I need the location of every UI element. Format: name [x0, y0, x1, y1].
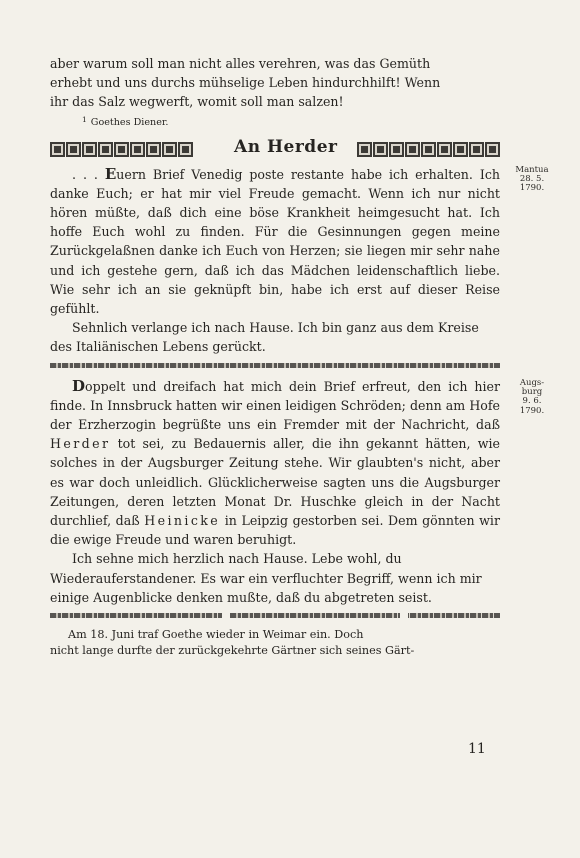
letter-augsburg-paragraph-2: Ich sehne mich herzlich nach Hause. Lebe wohl, du Wiederauferstandener. Es war ein verfluchter Begriff, wenn ich mir einige Augenblicke denken mußte, daß du abgetreten seist.	[50, 551, 482, 605]
book-page	[50, 54, 549, 659]
ornamental-divider-icon	[50, 363, 500, 369]
heading-title: An Herder	[234, 136, 338, 157]
initial-letter: D	[72, 376, 86, 395]
top-line-3: ihr das Salz wegwerft, womit soll man salzen!	[50, 94, 344, 110]
footnote-text: Goethes Diener.	[90, 116, 169, 128]
name-heinicke: Heinicke	[144, 513, 221, 529]
top-paragraph	[50, 54, 500, 112]
ornament-band-left-icon	[50, 142, 193, 157]
letter-augsburg-paragraph-1: Doppelt und dreifach hat mich dein Brief erfreut, den ich hier finde. In Innsbruck hatten wir einen leidigen Schröden; denn am Hofe der Erzherzogin begrüßte uns ein Fremder mit der Nachricht, daß Herder tot sei, zu Bedauernis aller, die ihn gekannt hätten, wie solches in der Augsburger Zeitung stehe. Wir glaubten's nicht, aber es war doch unleidlich. Glücklicherweise sagten uns die Augsburger Zeitungen, deren letzten Monat Dr. Huschke gleich in der Nacht durchlief, daß Heinicke in Leipzig gestorben sei. Dem gönnten wir die ewige Freude und waren beruhigt.	[50, 376, 500, 548]
letter-mantua-paragraph-2: Sehnlich verlange ich nach Hause. Ich bin ganz aus dem Kreise des Italiänischen Lebens gerückt.	[50, 320, 479, 355]
page-number: 11	[468, 741, 486, 757]
ornament-band-right-icon	[357, 142, 500, 157]
closing-line-1: Am 18. Juni traf Goethe wieder in Weimar ein. Doch	[68, 628, 364, 642]
closing-line-2: nicht lange durfte der zurückgekehrte Gärtner sich seines Gärt-	[50, 644, 415, 658]
top-line-1: aber warum soll man nicht alles verehren, was das Gemüth	[50, 56, 431, 71]
footnote-marker: 1	[82, 114, 87, 124]
name-herder: Herder	[50, 436, 111, 452]
letter-mantua	[50, 164, 549, 357]
section-heading	[50, 136, 500, 163]
letter-augsburg	[50, 376, 545, 607]
letter-mantua-paragraph-1: . . . Euern Brief Venedig poste restante habe ich erhalten. Ich danke Euch; er hat mir viel Freude gemacht. Wenn ich nur nicht hören müßte, daß dich eine böse Krankheit heimgesucht hat. Ich hoffe Euch wohl zu finden. Für die Gesinnungen gegen meine Zurückgelaßnen danke ich Euch von Herzen; sie liegen mir sehr nahe und ich gestehe gern, daß ich das Mädchen leidenschaftlich liebe. Wie sehr ich an sie geknüpft bin, habe ich erst auf dieser Reise gefühlt.	[50, 164, 500, 317]
margin-note-mantua: Mantua 28. 5. 1790.	[515, 164, 549, 194]
initial-letter: E	[104, 164, 117, 183]
top-line-2: erhebt und uns durchs mühselige Leben hindurchhilft! Wenn	[50, 75, 441, 91]
footnote	[50, 113, 500, 129]
margin-note-augsburg: Augs- burg 9. 6. 1790.	[519, 377, 545, 416]
closing-paragraph	[50, 627, 500, 659]
ornamental-divider-icon	[50, 613, 500, 619]
